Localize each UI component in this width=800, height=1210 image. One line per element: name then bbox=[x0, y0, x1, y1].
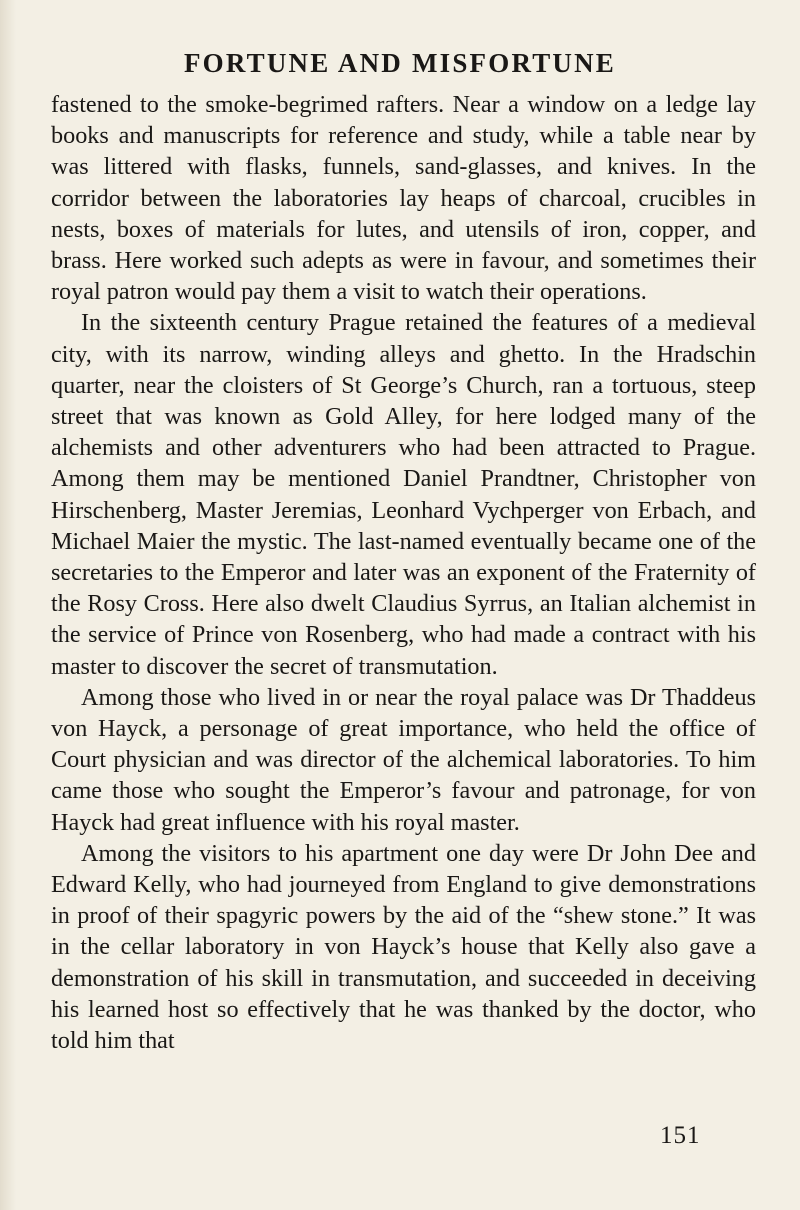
paragraph: Among those who lived in or near the royal palace was Dr Thaddeus von Hayck, a personage of great importance, who held the office of Court physician and was director of the alchemical laboratories. To him came those who sought the Emperor’s favour and patronage, for von Hayck had great influence with his royal master. bbox=[51, 683, 756, 836]
body-text bbox=[51, 89, 756, 1056]
paragraph: fastened to the smoke-begrimed rafters. Near a window on a ledge lay books and manuscripts for reference and study, while a table near by was littered with flasks, funnels, sand-glasses, and knives. In the corridor between the laboratories lay heaps of charcoal, crucibles in nests, boxes of materials for lutes, and utensils of iron, copper, and brass. Here worked such adepts as were in favour, and sometimes their royal patron would pay them a visit to watch their operations. bbox=[51, 91, 756, 306]
page-number: 151 bbox=[660, 1122, 701, 1149]
paragraph: In the sixteenth century Prague retained the features of a medieval city, with its narrow, winding alleys and ghetto. In the Hradschin quarter, near the cloisters of St George’s Church, ran a tortuous, steep street that was known as Gold Alley, for here lodged many of the alchemists and other adventurers who had been attracted to Prague. Among them may be mentioned Daniel Prandtner, Christopher von Hirschenberg, Master Jeremias, Leonhard Vychperger von Erbach, and Michael Maier the mystic. The last-named eventually became one of the secretaries to the Emperor and later was an exponent of the Fraternity of the Rosy Cross. Here also dwelt Claudius Syrrus, an Italian alchemist in the service of Prince von Rosenberg, who had made a contract with his master to discover the secret of transmutation. bbox=[51, 309, 756, 680]
running-head: FORTUNE AND MISFORTUNE bbox=[183, 48, 617, 78]
gutter-shadow bbox=[0, 0, 16, 1210]
paragraph: Among the visitors to his apartment one day were Dr John Dee and Edward Kelly, who had journeyed from England to give demonstrations in proof of their spagyric powers by the aid of the “shew stone.” It was in the cellar laboratory in von Hayck’s house that Kelly also gave a demonstration of his skill in transmutation, and succeeded in deceiving his learned host so effectively that he was thanked by the doctor, who told him that bbox=[51, 839, 756, 1055]
